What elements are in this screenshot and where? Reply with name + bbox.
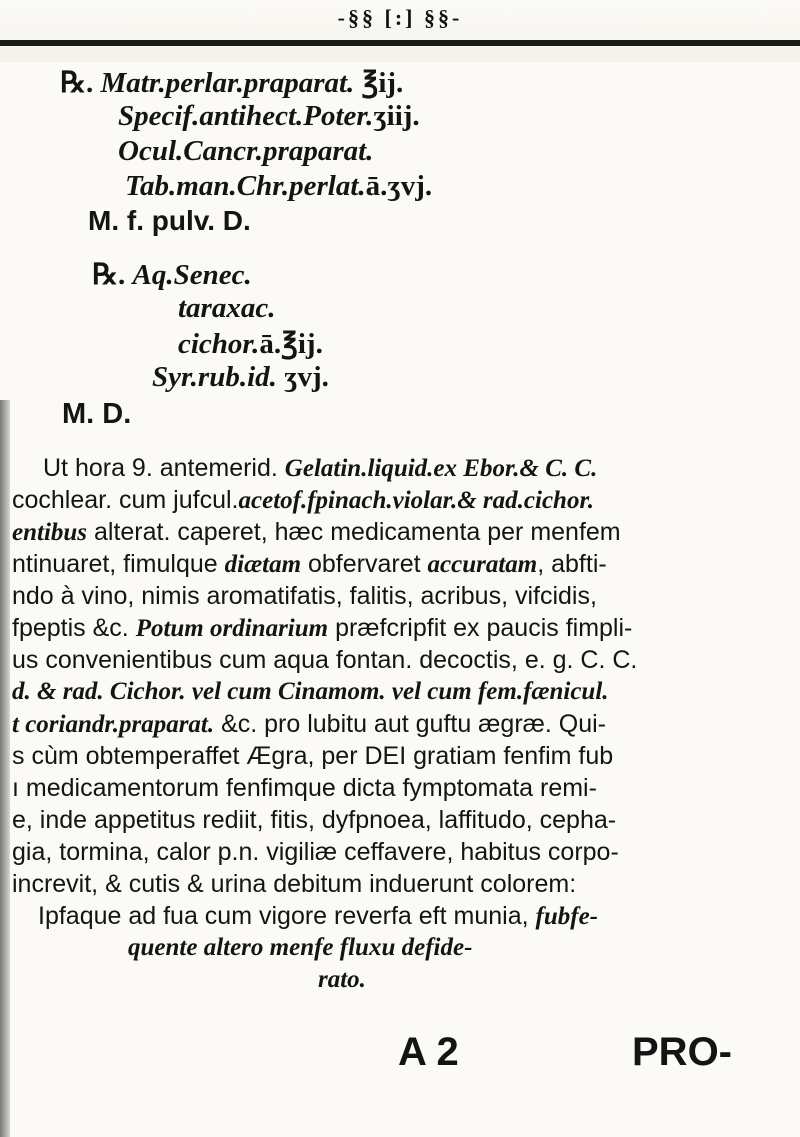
catchword: PRO- (632, 1030, 732, 1074)
recipe2-rx-icon: ℞. (92, 259, 126, 291)
para-line-1: Ut hora 9. antemerid. Gelatin.liquid.ex Ebor.& C. C. (43, 454, 598, 482)
para-line-2: cochlear. cum jufcul.acetof.fpinach.violar.& rad.cichor. (12, 486, 595, 514)
para-line-17: rato. (318, 966, 366, 993)
recipe2-line3: cichor.ā.℥ij. (178, 328, 323, 360)
recipe1-end: M. f. pulv. D. (88, 205, 251, 236)
recipe1-rx-icon: ℞. (60, 67, 94, 99)
para-line-11: ı medicamentorum fenfimque dicta fymptomata remi- (12, 774, 597, 802)
recipe2-line4: Syr.rub.id. ʒvj. (152, 361, 329, 393)
page-edge-shadow (0, 400, 10, 1137)
para-line-6: fpeptis &c. Potum ordinarium præfcripfit ex paucis fimpli- (12, 614, 633, 642)
recipe1-line2: Specif.antihect.Poter.ʒiij. (118, 100, 420, 132)
para-line-7: us convenientibus cum aqua fontan. decoctis, e. g. C. C. (12, 646, 638, 674)
recipe1-line1: ℞. Matr.perlar.praparat. ℥ij. (60, 67, 404, 99)
para-line-15: Ipfaque ad fua cum vigore reverfa eft munia, fubfe- (38, 902, 598, 930)
header-ornament: -§§ [:] §§- (337, 5, 463, 30)
recipe2-line1: ℞. Aq.Senec. (92, 259, 252, 291)
para-line-8: d. & rad. Cichor. vel cum Cinamom. vel cum fem.fænicul. (12, 678, 609, 705)
para-line-14: increvit, & cutis & urina debitum induerunt colorem: (12, 870, 577, 898)
para-line-3: entibus alterat. caperet, hæc medicamenta per menfem (12, 518, 621, 546)
para-line-13: gia, tormina, calor p.n. vigiliæ ceffavere, habitus corpo- (12, 838, 619, 866)
recipe2-line2: taraxac. (178, 292, 276, 324)
signature-mark: A 2 (398, 1030, 459, 1074)
recipe1-line3: Ocul.Cancr.praparat. (118, 135, 374, 167)
para-line-10: s cùm obtemperaffet Ægra, per DEI gratiam fenfim fub (12, 742, 614, 770)
para-line-12: e, inde appetitus rediit, fitis, dyfpnoea, laffitudo, cepha- (12, 806, 617, 834)
para-line-4: ntinuaret, fimulque diætam obfervaret accuratam, abfti- (12, 550, 607, 578)
recipe1-line4: Tab.man.Chr.perlat.ā.ʒvj. (125, 170, 433, 202)
header-rule (0, 40, 800, 46)
para-line-16: quente altero menfe fluxu defide- (128, 934, 473, 961)
para-line-9: t coriandr.praparat. &c. pro lubitu aut guftu ægræ. Qui- (12, 710, 606, 738)
para-line-5: ndo à vino, nimis aromatifatis, falitis, acribus, vifcidis, (12, 582, 597, 610)
recipe2-end: M. D. (62, 398, 132, 430)
